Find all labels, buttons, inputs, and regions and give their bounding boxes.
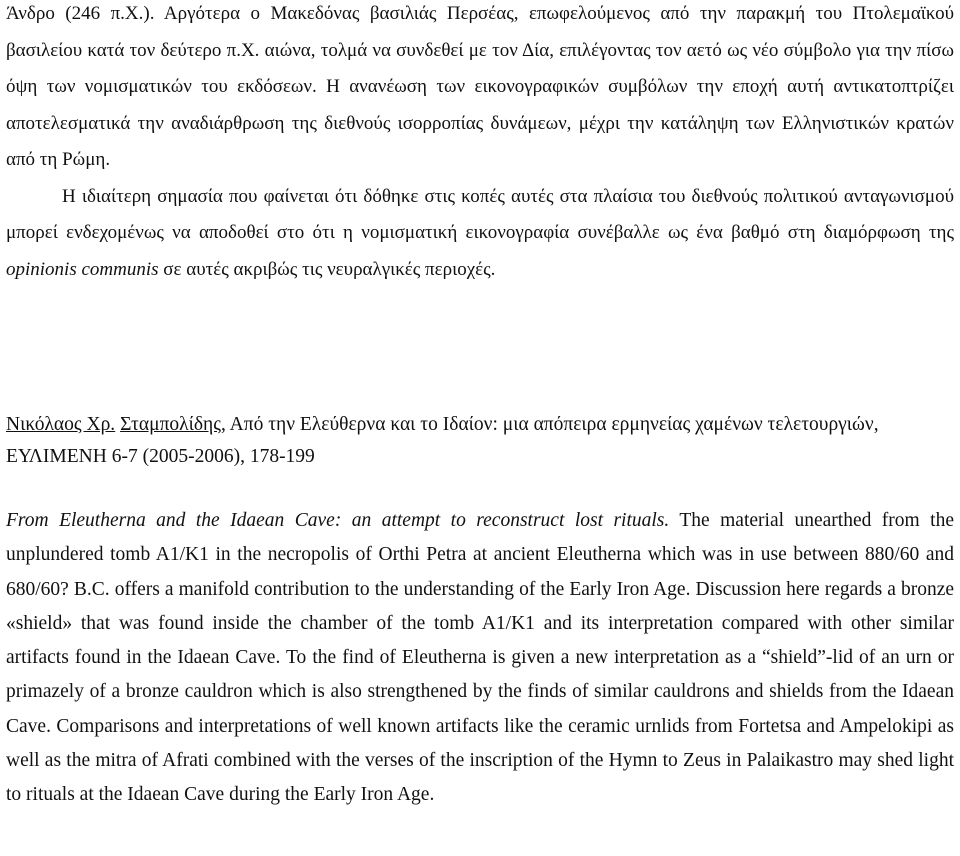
author-first-name: Νικόλαος Χρ.	[6, 414, 116, 435]
greek-paragraph-2-text: Η ιδιαίτερη σημασία που φαίνεται ότι δόθηκε στις κοπές αυτές στα πλαίσια του διεθνούς πολιτικού ανταγωνισμού μπορεί ενδεχομένως να αποδοθεί στο ότι η νομισματική εικονογραφία συνέβαλλε ως ένα βαθμό στη διαμόρφωση της	[6, 185, 954, 243]
article-title: Από την Ελεύθερνα και το Ιδαίον: μια απόπειρα ερμηνείας χαμένων τελετουργιών, ΕΥΛΙΜΕΝΗ 6-7 (2005-2006), 178-199	[6, 414, 879, 467]
english-abstract	[6, 504, 954, 813]
author-last-name: Σταμπολίδης,	[120, 414, 226, 435]
greek-paragraph-2-end: σε αυτές ακριβώς τις νευραλγικές περιοχές.	[158, 258, 496, 280]
latin-phrase: opinionis communis	[6, 258, 159, 280]
greek-paragraph-1: Άνδρο (246 π.Χ.). Αργότερα ο Μακεδόνας βασιλιάς Περσέας, επωφελούμενος από την παρακμή του Πτολεμαϊκού βασιλείου κατά τον δεύτερο π.Χ. αιώνα, τολμά να συνδεθεί με τον Δία, επιλέγοντας τον αετό ως νέο σύμβολο για την πίσω όψη των νομισματικών του εκδόσεων. Η ανανέωση των εικονογραφικών συμβόλων την εποχή αυτή αντικατοπτρίζει αποτελεσματικά την αναδιάρθρωση της διεθνούς ισορροπίας δυνάμεων, μέχρι την κατάληψη των Ελληνιστικών κρατών από τη Ρώμη.	[6, 3, 954, 170]
bibliographic-entry	[6, 409, 954, 473]
abstract-title: From Eleutherna and the Idaean Cave: an attempt to reconstruct lost rituals.	[6, 510, 670, 531]
abstract-paragraph	[6, 504, 954, 813]
entry-citation	[6, 409, 954, 473]
abstract-body: The material unearthed from the unplundered tomb A1/K1 in the necropolis of Orthi Petra at ancient Eleutherna which was in use between 880/60 and 680/60? B.C. offers a manifold contribution to the understanding of the Early Iron Age. Discussion here regards a bronze «shield» that was found inside the chamber of the tomb A1/K1 and its interpretation compared with other similar artifacts found in the Idaean Cave. To the find of Eleutherna is given a new interpretation as a “shield”-lid of an urn or primazely of a bronze cauldron which is also strengthened by the finds of similar cauldrons and shields from the Idaean Cave. Comparisons and interpretations of well known artifacts like the ceramic urnlids from Fortetsa and Ampelokipi as well as the mitra of Afrati combined with the verses of the inscription of the Hymn to Zeus in Palaikastro may shed light to rituals at the Idaean Cave during the Early Iron Age.	[6, 510, 954, 806]
greek-paragraph-2	[6, 179, 954, 289]
